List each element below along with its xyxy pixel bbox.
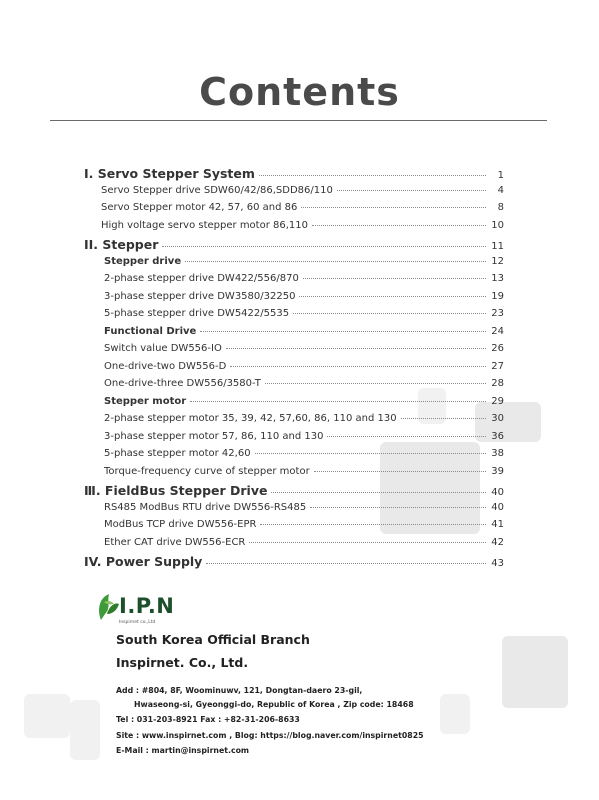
toc-entry (84, 291, 504, 309)
decor-tile (24, 694, 70, 738)
toc-leader-dots (303, 278, 486, 279)
toc-leader-dots (293, 313, 486, 314)
toc-leader-dots (200, 331, 486, 332)
toc-entry-label: Switch value DW556-IO (104, 343, 222, 354)
toc-entry-page: 28 (491, 378, 504, 389)
toc-entry (84, 448, 504, 466)
toc-leader-dots (312, 225, 486, 226)
toc-entry (84, 326, 504, 344)
toc-entry-label: Ether CAT drive DW556-ECR (104, 536, 246, 548)
toc-entry (84, 220, 504, 238)
company-name: Inspirnet. Co., Ltd. (116, 655, 249, 670)
toc-leader-dots (206, 563, 486, 564)
toc-entry-page: 12 (491, 255, 504, 267)
toc-leader-dots (249, 542, 486, 543)
toc-entry-label: IV. Power Supply (84, 554, 203, 569)
toc-entry-label: Ⅲ. FieldBus Stepper Drive (84, 483, 268, 498)
toc-entry (84, 256, 504, 274)
address-line-1: Add : #804, 8F, Woominuwv, 121, Dongtan-daero 23-gil, (116, 686, 363, 695)
toc-leader-dots (401, 418, 486, 419)
toc-leader-dots (162, 246, 486, 247)
toc-leader-dots (259, 175, 486, 176)
toc-entry-page: 36 (491, 430, 504, 442)
toc-entry (84, 361, 504, 379)
toc-entry (84, 308, 504, 326)
company-branch-name: South Korea Official Branch (116, 632, 310, 647)
decor-tile (440, 694, 470, 734)
toc-entry-label: 3-phase stepper drive DW3580/32250 (104, 290, 296, 302)
toc-entry-page: 4 (497, 184, 504, 196)
toc-leader-dots (271, 492, 486, 493)
toc-entry (84, 185, 504, 203)
page-title: Contents (199, 70, 400, 114)
toc-entry (84, 273, 504, 291)
toc-entry-page: 26 (491, 343, 504, 354)
toc-entry-page: 43 (491, 558, 504, 569)
toc-entry-label: Functional Drive (104, 325, 197, 337)
toc-entry (84, 343, 504, 361)
address-line-2: Hwaseong-si, Gyeonggi-do, Republic of Korea , Zip code: 18468 (134, 700, 414, 709)
leaf-logo-icon (95, 592, 121, 622)
toc-entry-label: Stepper drive (104, 255, 182, 267)
toc-entry (84, 431, 504, 449)
toc-entry-page: 41 (491, 519, 504, 530)
toc-entry-label: Torque-frequency curve of stepper motor (104, 465, 310, 477)
logo-text: I.P.N (119, 594, 175, 618)
toc-entry (84, 466, 504, 484)
toc-entry (84, 502, 504, 520)
decor-tile (70, 700, 100, 760)
toc-leader-dots (310, 507, 486, 508)
table-of-contents (84, 166, 504, 573)
toc-entry (84, 537, 504, 555)
toc-leader-dots (314, 471, 486, 472)
toc-entry-label: High voltage servo stepper motor 86,110 (101, 219, 308, 231)
toc-entry-label: Servo Stepper motor 42, 57, 60 and 86 (101, 202, 298, 213)
toc-entry (84, 166, 504, 185)
toc-entry (84, 519, 504, 537)
toc-leader-dots (299, 296, 486, 297)
toc-entry-page: 40 (491, 501, 504, 513)
title-divider (50, 120, 547, 121)
toc-entry-label: I. Servo Stepper System (84, 166, 255, 181)
toc-entry (84, 554, 504, 573)
toc-entry (84, 396, 504, 414)
toc-entry-page: 13 (491, 273, 504, 284)
toc-leader-dots (255, 453, 486, 454)
toc-entry-label: 5-phase stepper drive DW5422/5535 (104, 308, 290, 319)
toc-entry-label: One-drive-three DW556/3580-T (104, 378, 261, 389)
toc-entry-label: One-drive-two DW556-D (104, 360, 227, 372)
toc-entry-page: 10 (491, 219, 504, 231)
logo-subtext: Inspirnet co.,Ltd (119, 620, 156, 625)
toc-leader-dots (337, 190, 486, 191)
toc-entry (84, 202, 504, 220)
toc-entry-page: 29 (491, 395, 504, 407)
toc-leader-dots (185, 261, 486, 262)
tel-fax: Tel : 031-203-8921 Fax : +82-31-206-8633 (116, 715, 300, 724)
toc-leader-dots (230, 366, 486, 367)
toc-entry-label: 3-phase stepper motor 57, 86, 110 and 130 (104, 430, 324, 442)
toc-entry-label: ModBus TCP drive DW556-EPR (104, 519, 257, 530)
toc-entry-page: 1 (497, 170, 504, 181)
toc-entry (84, 237, 504, 256)
toc-leader-dots (327, 436, 486, 437)
toc-entry-page: 42 (491, 536, 504, 548)
toc-entry-page: 30 (491, 413, 504, 424)
toc-entry-label: II. Stepper (84, 237, 159, 252)
toc-entry-page: 23 (491, 308, 504, 319)
toc-leader-dots (265, 383, 486, 384)
toc-entry (84, 483, 504, 502)
toc-entry-label: 2-phase stepper drive DW422/556/870 (104, 273, 299, 284)
toc-entry-label: 2-phase stepper motor 35, 39, 42, 57,60, 86, 110 and 130 (104, 413, 397, 424)
toc-entry-label: Servo Stepper drive SDW60/42/86,SDD86/110 (101, 184, 333, 196)
toc-entry-page: 39 (491, 465, 504, 477)
toc-entry-label: 5-phase stepper motor 42,60 (104, 448, 251, 459)
toc-entry-page: 8 (497, 202, 504, 213)
toc-entry-page: 38 (491, 448, 504, 459)
toc-leader-dots (301, 207, 486, 208)
toc-entry-label: Stepper motor (104, 395, 187, 407)
decor-tile (502, 636, 568, 708)
toc-entry-page: 11 (491, 241, 504, 252)
toc-entry-label: RS485 ModBus RTU drive DW556-RS485 (104, 501, 307, 513)
toc-entry-page: 40 (491, 487, 504, 498)
toc-entry-page: 27 (491, 360, 504, 372)
toc-entry (84, 413, 504, 431)
site-blog: Site : www.inspirnet.com , Blog: https://blog.naver.com/inspirnet0825 (116, 731, 424, 740)
toc-entry (84, 378, 504, 396)
toc-entry-page: 19 (491, 290, 504, 302)
toc-leader-dots (190, 401, 486, 402)
toc-leader-dots (260, 524, 486, 525)
toc-entry-page: 24 (491, 325, 504, 337)
email: E-Mail : martin@inspirnet.com (116, 746, 250, 755)
toc-leader-dots (226, 348, 486, 349)
